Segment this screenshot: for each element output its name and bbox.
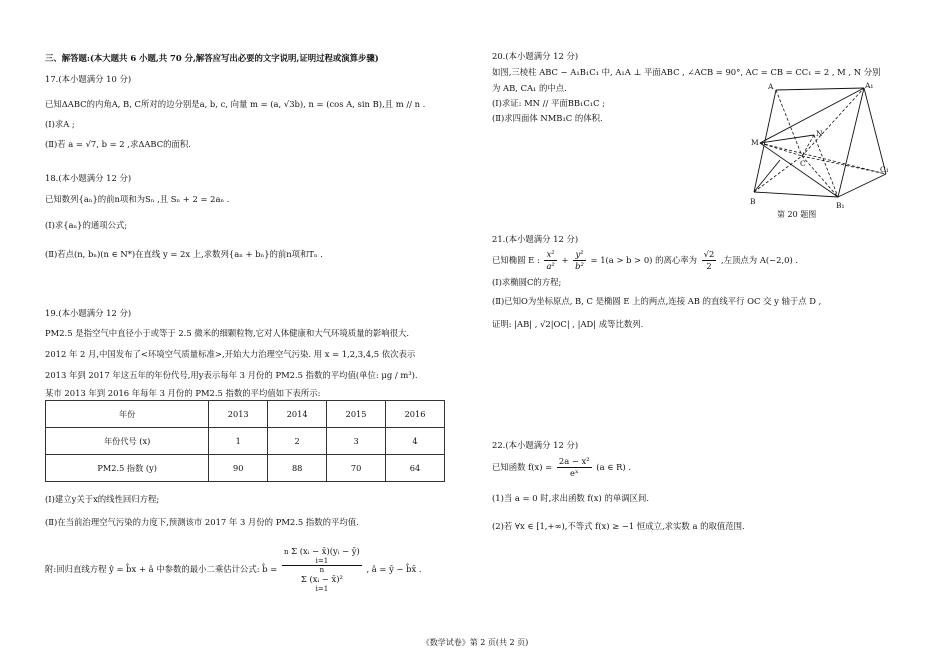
page-footer: 《数学试卷》第 2 页(共 2 页)	[421, 638, 529, 647]
function-fraction: $\frac{\text{2a − x²}}{\text{eˣ}}$	[558, 456, 590, 478]
q19-part1: (Ⅰ)建立y关于x的线性回归方程;	[45, 494, 160, 504]
q21-part1: (Ⅰ)求椭圆C的方程;	[492, 277, 562, 287]
q19-line3: 2013 年到 2017 年这五年的年份代号,用y表示每年 3 月份的 PM2.5 指数的平均值(单位: μg / m³).	[45, 370, 418, 380]
table-cell: 2013	[209, 401, 268, 428]
q17-title: 17.(本小题满分 10 分)	[45, 74, 132, 84]
q18-part2: (Ⅱ)若点(n, bₙ)(n ∈ N*)在直线 y = 2x 上,求数列{aₙ + bₙ}的前n项和Tₙ .	[45, 249, 323, 259]
q22-title: 22.(本小题满分 12 分)	[492, 440, 579, 450]
note-denominator: Σ (xᵢ − x̄)²	[300, 574, 343, 584]
sum-bottom: i=1	[315, 585, 329, 593]
label-M: M	[751, 138, 759, 147]
table-header-cell: PM2.5 指数 (y)	[46, 455, 209, 482]
q20-line2: 为 AB, CA₁ 的中点.	[492, 83, 567, 93]
label-A1: A₁	[865, 81, 874, 90]
sum-top: n	[283, 547, 289, 556]
q20-part2: (Ⅱ)求四面体 NMB₁C 的体积.	[492, 113, 603, 123]
q21-stem: 已知椭圆 E : $\frac{\text{x²}}{\text{a²}}$ + $\frac{\text{y²}}{\text{b²}}$ = 1(a > b > 0) 的离心率为 $\frac{√2}{2}$ ,左顶点为 A(−2,0) .	[492, 249, 799, 271]
table-cell: 1	[209, 428, 268, 455]
section-heading: 三、解答题:(本大题共 6 小题,共 70 分,解答应写出必要的文字说明,证明过程或演算步骤)	[45, 53, 379, 63]
sum-bottom: i=1	[315, 557, 329, 565]
figure-caption: 第 20 题图	[777, 210, 817, 219]
table-cell: 88	[268, 455, 327, 482]
sum-top: n	[319, 566, 325, 574]
table-cell: 70	[327, 455, 386, 482]
q20-part1: (Ⅰ)求证: MN // 平面BB₁C₁C ;	[492, 98, 606, 108]
table-cell: 64	[386, 455, 445, 482]
table-cell: 3	[327, 428, 386, 455]
q18-title: 18.(本小题满分 12 分)	[45, 173, 132, 183]
regression-fraction	[282, 546, 362, 593]
q22-part2: (2)若 ∀x ∈ [1,+∞),不等式 f(x) ≥ −1 恒成立,求实数 a 的取值范围.	[492, 521, 745, 531]
y2-over-b2: $\frac{\text{y²}}{\text{b²}}$	[575, 249, 584, 271]
q17-part1: (Ⅰ)求A ;	[45, 119, 75, 129]
q19-regression-note	[45, 546, 422, 593]
label-N: N	[816, 129, 823, 138]
q20-title: 20.(本小题满分 12 分)	[492, 51, 579, 61]
table-cell: 2014	[268, 401, 327, 428]
q18-part1: (Ⅰ)求{aₙ}的通项公式;	[45, 220, 128, 230]
q19-line1: PM2.5 是指空气中直径小于或等于 2.5 微米的细颗粒物,它对人体健康和大气环境质量的影响很大.	[45, 328, 410, 338]
label-C: C	[800, 159, 806, 168]
table-cell: 2015	[327, 401, 386, 428]
q22-stem: 已知函数 f(x) = $\frac{\text{2a − x²}}{\text{eˣ}}$ (a ∈ R) .	[492, 456, 631, 478]
q21-part2: (Ⅱ)已知O为坐标原点, B, C 是椭圆 E 上的两点,连接 AB 的直线平行 OC 交 y 轴于点 D ,	[492, 296, 822, 306]
q19-line2: 2012 年 2 月,中国发布了<环境空气质量标准>,开始大力治理空气污染. 用 x = 1,2,3,4,5 依次表示	[45, 349, 416, 359]
table-header-cell: 年份代号 (x)	[46, 428, 209, 455]
q21-title: 21.(本小题满分 12 分)	[492, 234, 579, 244]
eccentricity-fraction: $\frac{√2}{2}$	[703, 249, 715, 271]
q19-line4: 某市 2013 年到 2016 年每年 3 月份的 PM2.5 指数的平均值如下表所示:	[45, 388, 321, 398]
x2-over-a2: $\frac{\text{x²}}{\text{a²}}$	[546, 249, 555, 271]
q17-part2: (Ⅱ)若 a = √7, b = 2 ,求ΔABC的面积.	[45, 139, 191, 149]
pm25-data-table	[45, 400, 445, 482]
q17-stem: 已知ΔABC的内角A, B, C所对的边分别是a, b, c, 向量 m = (a, √3b), n = (cos A, sin B),且 m // n .	[45, 99, 426, 109]
table-cell: 4	[386, 428, 445, 455]
q19-title: 19.(本小题满分 12 分)	[45, 308, 132, 318]
table-cell: 2016	[386, 401, 445, 428]
q21-proof: 证明: |AB| , √2|OC| , |AD| 成等比数列.	[492, 319, 644, 329]
note-numerator: Σ (xᵢ − x̄)(yᵢ − ȳ)	[291, 546, 360, 556]
q20-line1: 如图,三棱柱 ABC − A₁B₁C₁ 中, A₁A ⊥ 平面ABC , ∠ACB = 90°, AC = CB = CC₁ = 2 , M , N 分别	[492, 67, 881, 77]
q19-part2: (Ⅱ)在当前治理空气污染的力度下,预测该市 2017 年 3 月份的 PM2.5 指数的平均值.	[45, 517, 359, 527]
q22-part1: (1)当 a = 0 时,求出函数 f(x) 的单调区间.	[492, 493, 649, 503]
label-B1: B₁	[836, 201, 845, 210]
table-row	[46, 428, 445, 455]
table-cell: 90	[209, 455, 268, 482]
note-prefix: 附:回归直线方程 ŷ = b̂x + â 中参数的最小二乘估计公式: b̂ =	[45, 564, 278, 574]
table-cell: 2	[268, 428, 327, 455]
note-suffix: , â = ȳ − b̂x̄ .	[366, 564, 422, 574]
table-row	[46, 401, 445, 428]
prism-figure	[750, 80, 890, 220]
table-row	[46, 455, 445, 482]
label-C1: C₁	[880, 165, 889, 174]
q18-stem: 已知数列{aₙ}的前n项和为Sₙ ,且 Sₙ + 2 = 2aₙ .	[45, 194, 230, 204]
label-A: A	[768, 82, 774, 91]
label-B: B	[750, 197, 756, 206]
table-header-cell: 年份	[46, 401, 209, 428]
